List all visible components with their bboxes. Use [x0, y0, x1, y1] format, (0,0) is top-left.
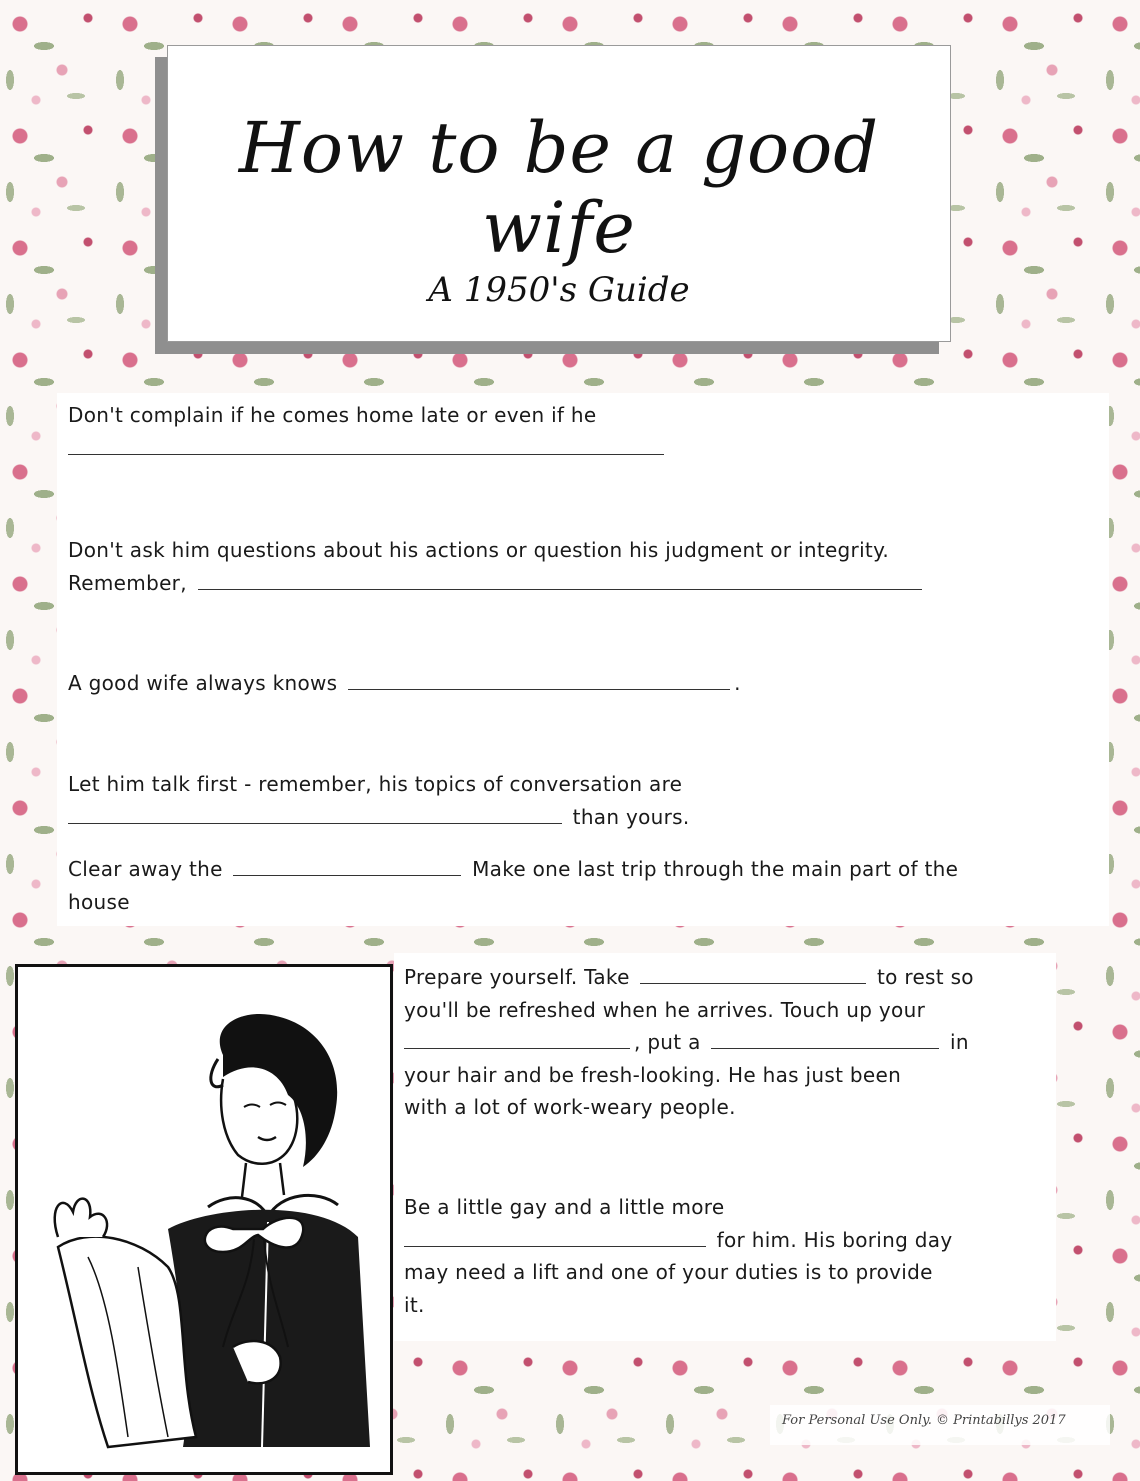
- item-text: .: [734, 671, 741, 695]
- answer-blank[interactable]: [404, 1028, 630, 1049]
- list-item: [68, 768, 1089, 834]
- answer-blank[interactable]: [68, 434, 664, 455]
- item-text: your hair and be fresh-looking. He has just been: [404, 1062, 902, 1087]
- list-item: [404, 961, 1040, 1124]
- item-text: , put a: [634, 1030, 701, 1054]
- item-text: it.: [404, 1292, 425, 1317]
- item-text: A good wife always knows: [68, 671, 338, 695]
- housewife-illustration: [15, 964, 393, 1475]
- side-panel: [394, 953, 1056, 1341]
- answer-blank[interactable]: [68, 803, 562, 824]
- answer-blank[interactable]: [198, 569, 922, 590]
- answer-blank[interactable]: [404, 1226, 706, 1247]
- item-text: Let him talk first - remember, his topics of conversation are: [68, 772, 683, 796]
- answer-blank[interactable]: [233, 855, 461, 876]
- answer-blank[interactable]: [640, 963, 866, 984]
- item-text: Remember,: [68, 571, 187, 595]
- list-item: [68, 399, 1089, 465]
- item-text: Don't complain if he comes home late or even if he: [68, 403, 597, 427]
- item-text: for him. His boring day: [716, 1227, 953, 1252]
- item-text: Don't ask him questions about his actions or question his judgment or integrity.: [68, 538, 890, 562]
- worksheet-panel: [57, 393, 1109, 926]
- item-text: with a lot of work-weary people.: [404, 1095, 736, 1119]
- list-item: [404, 1191, 1040, 1321]
- page-title: How to be a good wife: [238, 107, 880, 269]
- item-text: Be a little gay and a little more: [404, 1195, 725, 1219]
- list-item: [68, 853, 1089, 919]
- list-item: [68, 534, 1089, 600]
- item-text: Make one last trip through the main part of the: [472, 857, 959, 881]
- title-card: [167, 45, 951, 342]
- item-text: Clear away the: [68, 857, 223, 881]
- copyright-footer: For Personal Use Only. © Printabillys 2017: [782, 1413, 1066, 1428]
- item-text: Prepare yourself. Take: [404, 965, 630, 989]
- page-subtitle: A 1950's Guide: [428, 270, 690, 310]
- item-text: in: [950, 1030, 969, 1054]
- item-text: you'll be refreshed when he arrives. Touch up your: [404, 997, 926, 1022]
- item-text: house: [68, 890, 130, 914]
- answer-blank[interactable]: [711, 1028, 939, 1049]
- item-text: than yours.: [572, 805, 690, 829]
- woman-illustration-icon: [18, 967, 390, 1472]
- item-text: to rest so: [877, 965, 974, 989]
- answer-blank[interactable]: [348, 669, 730, 690]
- list-item: [68, 667, 1089, 700]
- item-text: may need a lift and one of your duties is to provide: [404, 1260, 933, 1284]
